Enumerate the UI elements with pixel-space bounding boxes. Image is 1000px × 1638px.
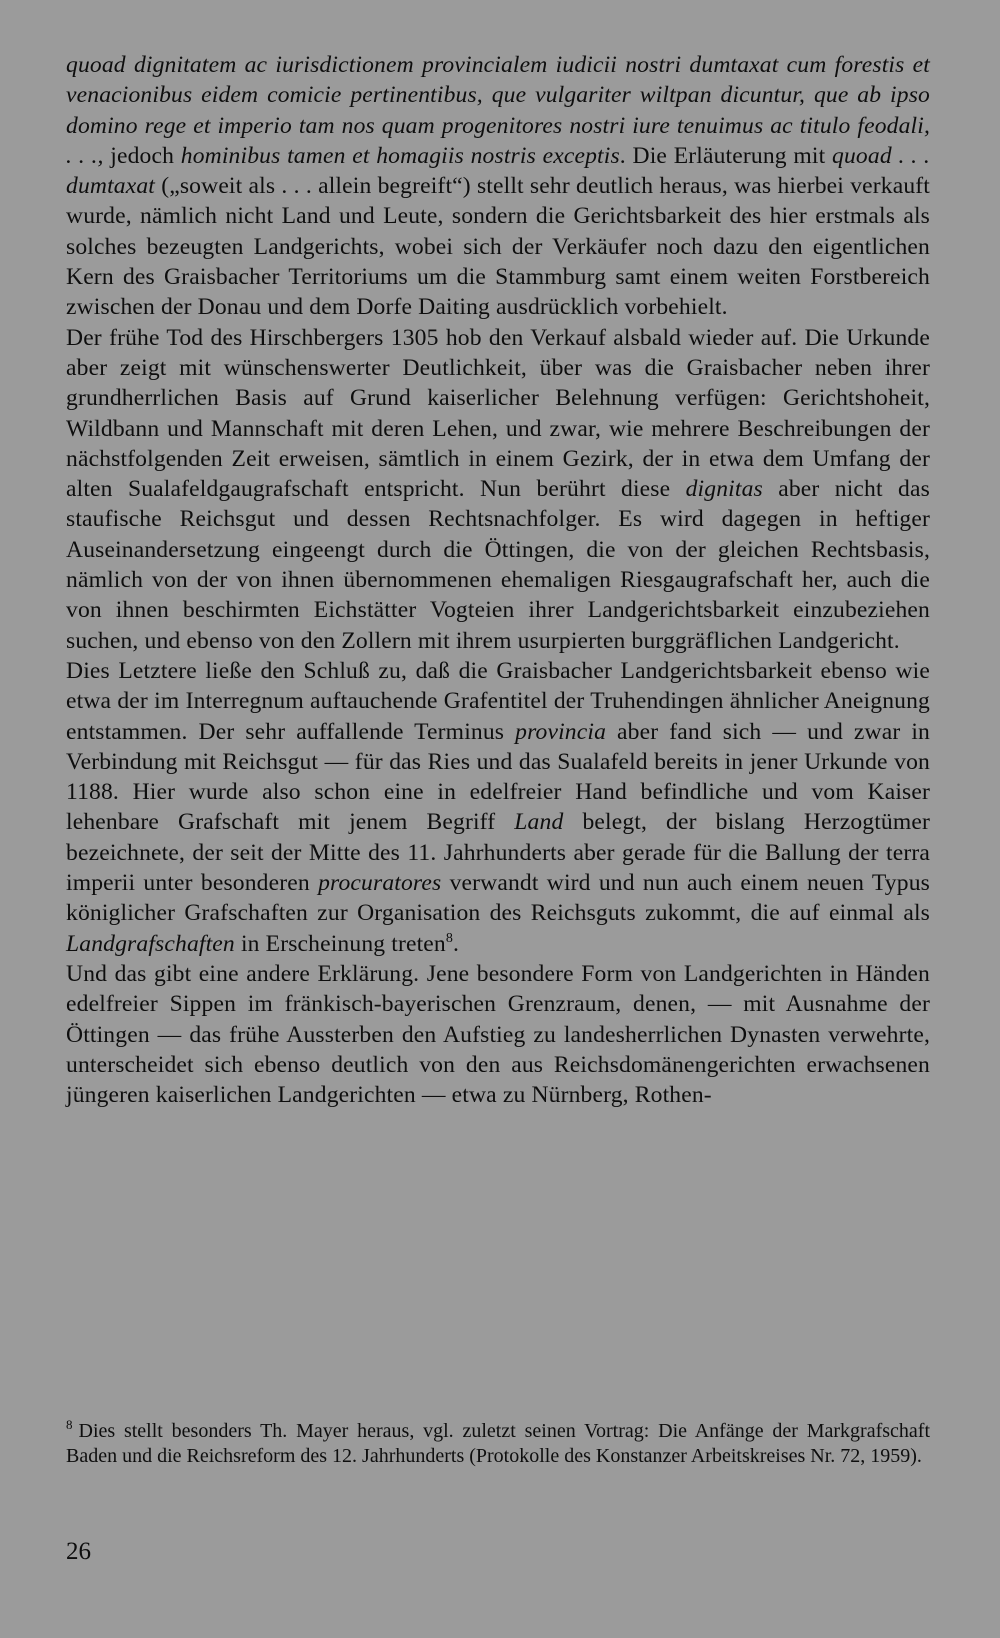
paragraph-1: quoad dignitatem ac iurisdictionem provincialem iudicii nostri dumtaxat cum forestis et venacionibus eidem comicie pertinentibus, que vulgariter wiltpan dicuntur, que ab ipso domino rege et imperio tam nos quam progenitores nostri iure tenuimus ac titulo feodali, . . ., jedoch hominibus tamen et homagiis nostris exceptis. Die Erläuterung mit quoad . . . dumtaxat („soweit als . . . allein begreift“) stellt sehr deutlich heraus, was hierbei verkauft wurde, nämlich nicht Land und Leute, sondern die Gerichtsbarkeit des hier erstmals als solches bezeugten Landgerichts, wobei sich der Verkäufer noch dazu den eigentlichen Kern des Graisbacher Territoriums um die Stammburg samt einem weiten Forstbereich zwischen der Donau und dem Dorfe Daiting ausdrücklich vorbehielt. [66,52,930,321]
footnote-text: Dies stellt besonders Th. Mayer heraus, vgl. zuletzt seinen Vortrag: Die Anfänge der Markgrafschaft Baden und die Reichsreform des 12. Jahrhunderts (Protokolle des Konstanzer Arbeitskreises Nr. 72, 1959). [66,1420,930,1467]
latin-quote: quoad dignitatem ac iurisdictionem provincialem iudicii nostri dumtaxat cum forestis et venacionibus eidem comicie pertinentibus, que vulgariter wiltpan dicuntur, que ab ipso domino rege et imperio tam nos quam progenitores nostri iure tenuimus ac titulo feodali, . . ., [66,52,930,169]
emphasis-term: Landgrafschaften [66,930,235,957]
latin-term: procuratores [318,870,442,897]
footnote-reference[interactable]: 8 [445,930,454,946]
footnote-mark: 8 [66,1417,73,1433]
latin-quote-exception: hominibus tamen et homagiis nostris exceptis [180,142,620,169]
footnote [66,1419,930,1469]
latin-term: quoad . . . dumtaxat [66,142,930,200]
page-number: 26 [66,1538,91,1565]
latin-term: provincia [515,718,607,745]
paragraph-2: Der frühe Tod des Hirschbergers 1305 hob den Verkauf alsbald wieder auf. Die Urkunde aber zeigt mit wünschenswerter Deutlichkeit, über was die Graisbacher neben ihrer grundherrlichen Basis auf Grund kaiserlicher Belehnung verfügen: Gerichtshoheit, Wildbann und Mannschaft mit deren Lehen, und zwar, wie mehrere Beschreibungen der nächstfolgenden Zeit erweisen, sämtlich in einem Gezirk, der in etwa dem Umfang der alten Sualafeldgaugrafschaft entspricht. Nun berührt diese dignitas aber nicht das staufische Reichsgut und dessen Rechtsnachfolger. Es wird dagegen in heftiger Auseinandersetzung eingeengt durch die Öttingen, die von der gleichen Rechtsbasis, nämlich von der von ihnen übernommenen ehemaligen Riesgaugrafschaft her, auch die von ihnen beschirmten Eichstätter Vogteien ihrer Landgerichtsbarkeit einzubeziehen suchen, und ebenso von den Zollern mit ihrem usurpierten burggräflichen Landgericht. [66,324,930,654]
latin-term: dignitas [685,476,763,503]
emphasis-term: Land [514,809,564,836]
paragraph-3: Dies Letztere ließe den Schluß zu, daß die Graisbacher Landgerichtsbarkeit ebenso wie etwa der im Interregnum auftauchende Grafentitel der Truhendingen ähnlicher Aneignung entstammen. Der sehr auffallende Terminus provincia aber fand sich — und zwar in Verbindung mit Reichsgut — für das Ries und das Sualafeld bereits in jener Urkunde von 1188. Hier wurde also schon eine in edelfreier Hand befindliche und vom Kaiser lehenbare Grafschaft mit jenem Begriff Land belegt, der bislang Herzogtümer bezeichnete, der seit der Mitte des 11. Jahrhunderts aber gerade für die Ballung der terra imperii unter besonderen procuratores verwandt wird und nun auch einem neuen Typus königlicher Grafschaften zur Organisation des Reichsguts zukommt, die auf einmal als Landgrafschaften in Erscheinung treten$^8$. [66,657,930,957]
main-text [66,50,930,1110]
paragraph-4: Und das gibt eine andere Erklärung. Jene besondere Form von Landgerichten in Händen edelfreier Sippen im fränkisch-bayerischen Grenzraum, denen, — mit Ausnahme der Öttingen — das frühe Aussterben den Aufstieg zu landesherrlichen Dynasten verwehrte, unterscheidet sich ebenso deutlich von den aus Reichsdomänengerichten erwachsenen jüngeren kaiserlichen Landgerichten — etwa zu Nürnberg, Rothen- [66,960,930,1109]
